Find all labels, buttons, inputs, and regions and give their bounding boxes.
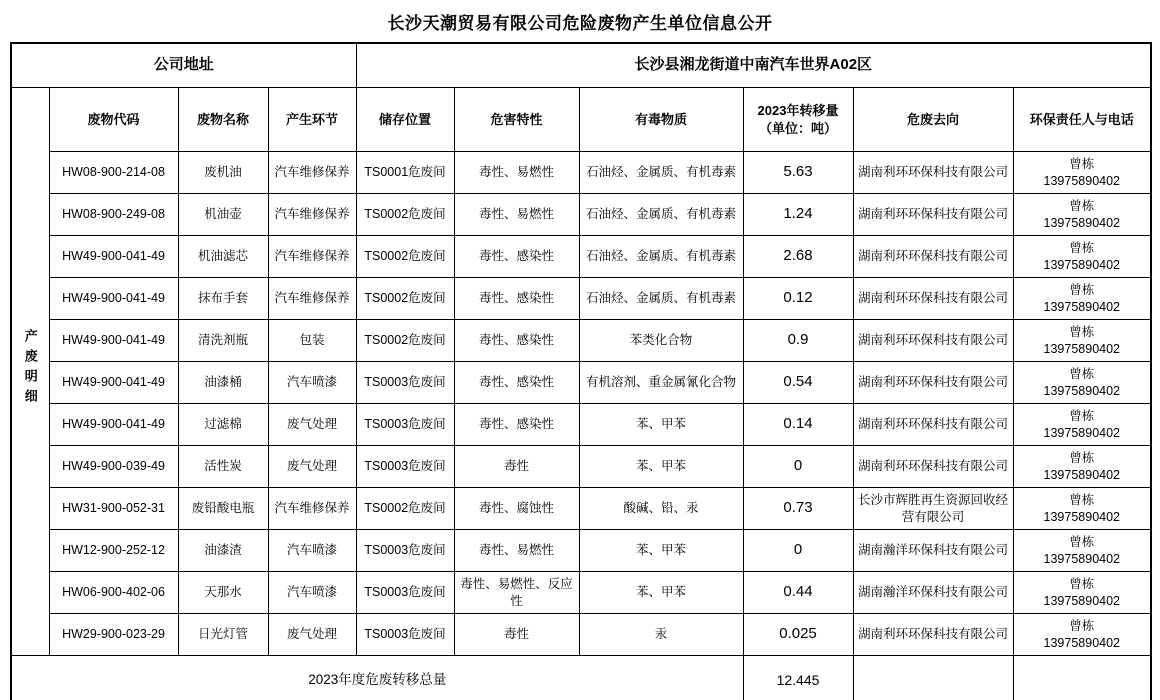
waste-code-cell: HW08-900-249-08 <box>49 194 178 236</box>
destination-cell: 湖南利环环保科技有限公司 <box>853 278 1013 320</box>
storage-location-cell: TS0003危废间 <box>356 530 454 572</box>
toxic-substances-cell: 汞 <box>579 614 743 656</box>
waste-row <box>11 446 1151 488</box>
toxic-substances-cell: 石油烃、金属质、有机毒素 <box>579 278 743 320</box>
waste-code-cell: HW08-900-214-08 <box>49 152 178 194</box>
contact-cell <box>1013 614 1151 656</box>
storage-location-cell: TS0002危废间 <box>356 194 454 236</box>
hazard-traits-cell: 毒性、腐蚀性 <box>454 488 579 530</box>
contact-name: 曾栋 <box>1069 199 1095 214</box>
total-contact-empty-cell <box>1013 656 1151 700</box>
contact-phone: 13975890402 <box>1043 551 1121 566</box>
waste-name-cell: 日光灯管 <box>178 614 268 656</box>
waste-name-cell: 机油壶 <box>178 194 268 236</box>
contact-phone: 13975890402 <box>1043 467 1121 482</box>
header-transfer-amount-line1: 2023年转移量 <box>757 102 839 118</box>
toxic-substances-cell: 酸碱、铅、汞 <box>579 488 743 530</box>
contact-name: 曾栋 <box>1069 577 1095 592</box>
waste-row <box>11 194 1151 236</box>
contact-cell <box>1013 362 1151 404</box>
destination-cell: 湖南利环环保科技有限公司 <box>853 152 1013 194</box>
company-address-value: 长沙县湘龙街道中南汽车世界A02区 <box>356 43 1151 88</box>
destination-cell: 长沙市辉胜再生资源回收经营有限公司 <box>853 488 1013 530</box>
contact-name: 曾栋 <box>1069 409 1095 424</box>
waste-name-cell: 废铅酸电瓶 <box>178 488 268 530</box>
transfer-amount-cell: 1.24 <box>743 194 853 236</box>
transfer-amount-cell: 0 <box>743 530 853 572</box>
destination-cell: 湖南利环环保科技有限公司 <box>853 320 1013 362</box>
total-row <box>11 656 1151 700</box>
side-label-waste-detail: 产废明细 <box>11 88 49 656</box>
waste-name-cell: 抹布手套 <box>178 278 268 320</box>
storage-location-cell: TS0003危废间 <box>356 614 454 656</box>
storage-location-cell: TS0003危废间 <box>356 404 454 446</box>
contact-name: 曾栋 <box>1069 493 1095 508</box>
company-address-row <box>11 43 1151 88</box>
waste-name-cell: 机油滤芯 <box>178 236 268 278</box>
contact-phone: 13975890402 <box>1043 593 1121 608</box>
destination-cell: 湖南利环环保科技有限公司 <box>853 194 1013 236</box>
waste-row <box>11 488 1151 530</box>
waste-row <box>11 614 1151 656</box>
storage-location-cell: TS0002危废间 <box>356 236 454 278</box>
contact-cell <box>1013 320 1151 362</box>
waste-row <box>11 152 1151 194</box>
waste-code-cell: HW49-900-041-49 <box>49 278 178 320</box>
contact-phone: 13975890402 <box>1043 257 1121 272</box>
production-stage-cell: 包装 <box>268 320 356 362</box>
contact-cell <box>1013 194 1151 236</box>
waste-code-cell: HW31-900-052-31 <box>49 488 178 530</box>
production-stage-cell: 汽车维修保养 <box>268 488 356 530</box>
waste-name-cell: 清洗剂瓶 <box>178 320 268 362</box>
header-destination: 危废去向 <box>853 88 1013 152</box>
transfer-amount-cell: 0.54 <box>743 362 853 404</box>
hazard-traits-cell: 毒性、感染性 <box>454 362 579 404</box>
storage-location-cell: TS0003危废间 <box>356 572 454 614</box>
total-label: 2023年度危废转移总量 <box>11 656 743 700</box>
waste-row <box>11 404 1151 446</box>
waste-row <box>11 236 1151 278</box>
waste-row <box>11 320 1151 362</box>
waste-code-cell: HW12-900-252-12 <box>49 530 178 572</box>
destination-cell: 湖南瀚洋环保科技有限公司 <box>853 572 1013 614</box>
contact-phone: 13975890402 <box>1043 635 1121 650</box>
header-transfer-amount <box>743 88 853 152</box>
waste-code-cell: HW49-900-041-49 <box>49 236 178 278</box>
transfer-amount-cell: 0.44 <box>743 572 853 614</box>
hazard-traits-cell: 毒性、易燃性 <box>454 194 579 236</box>
transfer-amount-cell: 2.68 <box>743 236 853 278</box>
contact-name: 曾栋 <box>1069 619 1095 634</box>
production-stage-cell: 汽车维修保养 <box>268 194 356 236</box>
waste-code-cell: HW49-900-039-49 <box>49 446 178 488</box>
hazard-traits-cell: 毒性、易燃性 <box>454 152 579 194</box>
header-transfer-amount-line2: （单位：吨） <box>759 120 838 136</box>
transfer-amount-cell: 5.63 <box>743 152 853 194</box>
toxic-substances-cell: 苯类化合物 <box>579 320 743 362</box>
contact-phone: 13975890402 <box>1043 215 1121 230</box>
production-stage-cell: 汽车喷漆 <box>268 530 356 572</box>
toxic-substances-cell: 苯、甲苯 <box>579 572 743 614</box>
contact-name: 曾栋 <box>1069 325 1095 340</box>
contact-phone: 13975890402 <box>1043 425 1121 440</box>
contact-phone: 13975890402 <box>1043 383 1121 398</box>
transfer-amount-cell: 0.14 <box>743 404 853 446</box>
waste-code-cell: HW29-900-023-29 <box>49 614 178 656</box>
header-storage-location: 储存位置 <box>356 88 454 152</box>
header-waste-name: 废物名称 <box>178 88 268 152</box>
page-title: 长沙天潮贸易有限公司危险废物产生单位信息公开 <box>387 14 773 33</box>
waste-name-cell: 油漆桶 <box>178 362 268 404</box>
contact-name: 曾栋 <box>1069 451 1095 466</box>
toxic-substances-cell: 苯、甲苯 <box>579 446 743 488</box>
transfer-amount-cell: 0.73 <box>743 488 853 530</box>
waste-name-cell: 过滤棉 <box>178 404 268 446</box>
destination-cell: 湖南瀚洋环保科技有限公司 <box>853 530 1013 572</box>
toxic-substances-cell: 苯、甲苯 <box>579 404 743 446</box>
hazard-traits-cell: 毒性 <box>454 446 579 488</box>
waste-row <box>11 278 1151 320</box>
production-stage-cell: 汽车喷漆 <box>268 572 356 614</box>
waste-name-cell: 油漆渣 <box>178 530 268 572</box>
contact-phone: 13975890402 <box>1043 299 1121 314</box>
hazard-traits-cell: 毒性、易燃性 <box>454 530 579 572</box>
contact-name: 曾栋 <box>1069 283 1095 298</box>
toxic-substances-cell: 有机溶剂、重金属氰化合物 <box>579 362 743 404</box>
production-stage-cell: 废气处理 <box>268 446 356 488</box>
waste-name-cell: 活性炭 <box>178 446 268 488</box>
storage-location-cell: TS0002危废间 <box>356 320 454 362</box>
contact-name: 曾栋 <box>1069 157 1095 172</box>
hazardous-waste-table <box>10 42 1152 700</box>
contact-cell <box>1013 236 1151 278</box>
production-stage-cell: 汽车维修保养 <box>268 152 356 194</box>
company-address-label: 公司地址 <box>11 43 356 88</box>
waste-name-cell: 废机油 <box>178 152 268 194</box>
hazard-traits-cell: 毒性、感染性 <box>454 404 579 446</box>
hazard-traits-cell: 毒性、易燃性、反应性 <box>454 572 579 614</box>
production-stage-cell: 废气处理 <box>268 614 356 656</box>
transfer-amount-cell: 0 <box>743 446 853 488</box>
toxic-substances-cell: 苯、甲苯 <box>579 530 743 572</box>
contact-cell <box>1013 446 1151 488</box>
header-toxic-substances: 有毒物质 <box>579 88 743 152</box>
waste-row <box>11 530 1151 572</box>
waste-row <box>11 362 1151 404</box>
contact-name: 曾栋 <box>1069 241 1095 256</box>
header-hazard-traits: 危害特性 <box>454 88 579 152</box>
contact-phone: 13975890402 <box>1043 341 1121 356</box>
production-stage-cell: 废气处理 <box>268 404 356 446</box>
waste-name-cell: 天那水 <box>178 572 268 614</box>
storage-location-cell: TS0003危废间 <box>356 446 454 488</box>
contact-cell <box>1013 152 1151 194</box>
waste-code-cell: HW06-900-402-06 <box>49 572 178 614</box>
waste-code-cell: HW49-900-041-49 <box>49 320 178 362</box>
total-destination-empty-cell <box>853 656 1013 700</box>
hazard-traits-cell: 毒性、感染性 <box>454 236 579 278</box>
waste-row <box>11 572 1151 614</box>
hazard-traits-cell: 毒性、感染性 <box>454 320 579 362</box>
toxic-substances-cell: 石油烃、金属质、有机毒素 <box>579 194 743 236</box>
contact-name: 曾栋 <box>1069 535 1095 550</box>
destination-cell: 湖南利环环保科技有限公司 <box>853 404 1013 446</box>
production-stage-cell: 汽车维修保养 <box>268 236 356 278</box>
contact-cell <box>1013 278 1151 320</box>
destination-cell: 湖南利环环保科技有限公司 <box>853 362 1013 404</box>
storage-location-cell: TS0002危废间 <box>356 488 454 530</box>
table-header-row <box>11 88 1151 152</box>
toxic-substances-cell: 石油烃、金属质、有机毒素 <box>579 236 743 278</box>
storage-location-cell: TS0001危废间 <box>356 152 454 194</box>
header-production-stage: 产生环节 <box>268 88 356 152</box>
total-value: 12.445 <box>743 656 853 700</box>
production-stage-cell: 汽车喷漆 <box>268 362 356 404</box>
hazard-traits-cell: 毒性、感染性 <box>454 278 579 320</box>
destination-cell: 湖南利环环保科技有限公司 <box>853 236 1013 278</box>
storage-location-cell: TS0002危废间 <box>356 278 454 320</box>
contact-cell <box>1013 572 1151 614</box>
header-waste-code: 废物代码 <box>49 88 178 152</box>
hazard-traits-cell: 毒性 <box>454 614 579 656</box>
contact-phone: 13975890402 <box>1043 173 1121 188</box>
header-contact: 环保责任人与电话 <box>1013 88 1151 152</box>
contact-cell <box>1013 530 1151 572</box>
storage-location-cell: TS0003危废间 <box>356 362 454 404</box>
waste-code-cell: HW49-900-041-49 <box>49 362 178 404</box>
contact-phone: 13975890402 <box>1043 509 1121 524</box>
transfer-amount-cell: 0.9 <box>743 320 853 362</box>
contact-name: 曾栋 <box>1069 367 1095 382</box>
transfer-amount-cell: 0.12 <box>743 278 853 320</box>
contact-cell <box>1013 488 1151 530</box>
transfer-amount-cell: 0.025 <box>743 614 853 656</box>
destination-cell: 湖南利环环保科技有限公司 <box>853 614 1013 656</box>
production-stage-cell: 汽车维修保养 <box>268 278 356 320</box>
toxic-substances-cell: 石油烃、金属质、有机毒素 <box>579 152 743 194</box>
waste-code-cell: HW49-900-041-49 <box>49 404 178 446</box>
destination-cell: 湖南利环环保科技有限公司 <box>853 446 1013 488</box>
contact-cell <box>1013 404 1151 446</box>
